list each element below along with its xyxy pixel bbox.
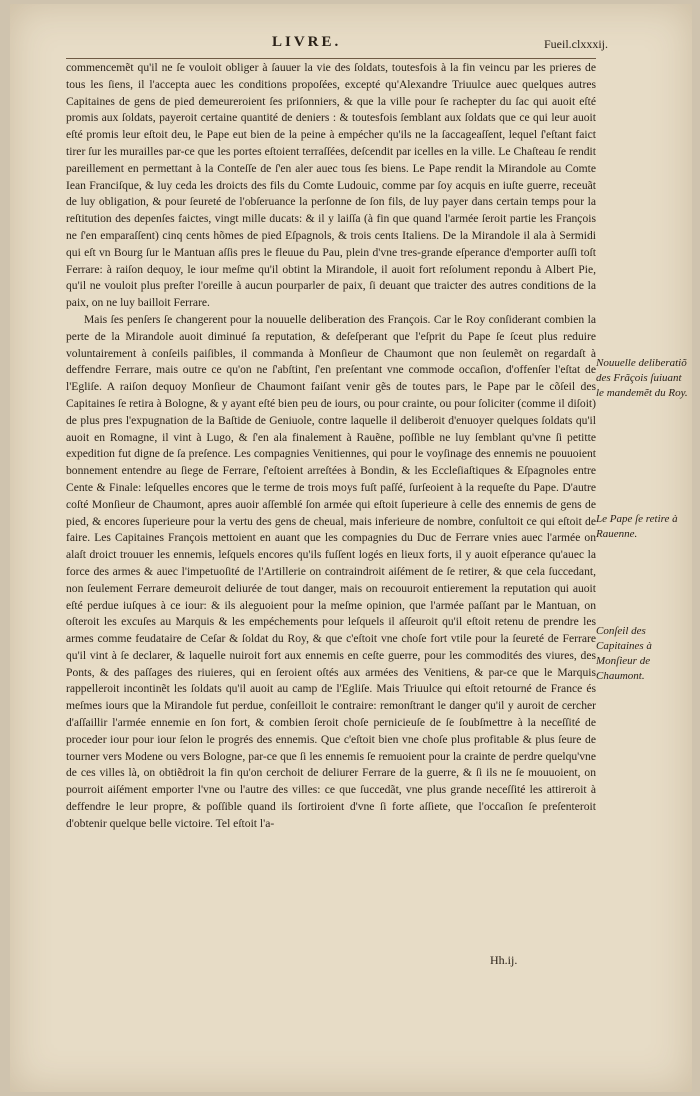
margin-note-council: Conſeil des Capitaines à Monſieur de Chaumont. [596,625,652,682]
body-text [66,60,596,833]
folio-number: Fueil.clxxxij. [544,37,608,51]
paragraph-1: commencemẽt qu'il ne ſe vouloit obliger à ſauuer la vie des ſoldats, toutesfois à la fin veincu par les prieres de tous les ſiens, il l'accepta auec les conditions propoſées, excepté qu'Alexandre Triuulce auec quelques autres Capitaines de gens de pied demeureroient ſes priſonniers, & que la ville pour ſe rachepter du ſac qui auoit eſté promis aux ſoldats, payeroit certaine quantité de deniers : & toutesfois ſemblant aux ſoldats que ce qui leur auoit eſté promis leur eſtoit deu, le Pape eut bien de la peine à empécher qu'ils ne la ſaccageaſſent, lequel ſ'eſtant faict tirer ſur les murailles par-ce que les portes eſtoient terraſſées, deſcendit par icelles en la ville. Le Chaſteau ſe rendit pareillement en permettant à la Conteſſe de ſ'en aler auec tous ſes biens. Le Pape rendit la Mirandole au Comte Iean Franciſque, & luy ceda les droicts des fils du Comte Ludouic, comme par ſoy acquis en iuſte guerre, receuãt de luy obligation, & pour ſeureté de l'obſeruance la perſonne de ſon fils, de luy payer dans certain temps pour la reſtitution des depenſes faictes, vingt mille ducats: & il y laiſſa (à fin que quand l'armée ſeroit partie les François ne ſ'en emparaſſent) cinq cents hõmes de pied Eſpagnols, & trois cents Italiens. De la Mirandole il ala à Sermidi qui eſt vn Bourg ſur le Mantuan aſſis pres le fleuue du Pau, plein d'vne tres-grande eſperance d'emporter auſſi toſt Ferrare: à raiſon dequoy, le iour meſme qu'il obtint la Mirandole, il auoit fort reſolument repondu à Albert Pie, qu'il ne vouloit plus preſter l'oreille à aucun pourparler de paix, ſi deuant que traicter des autres conditions de la paix, on ne luy bailloit Ferrare. [66,61,596,310]
header-rule [66,58,596,59]
margin-note-pope-retires: Le Pape ſe retire à Rauenne. [596,513,678,540]
paragraph-2: Mais ſes penſers ſe changerent pour la nouuelle deliberation des François. Car le Roy conſiderant combien la perte de la Mirandole auoit diminué ſa reputation, & deſeſperant que l'eſprit du Pape ſe ſceut plus reduire voluntairement à conſeils paiſibles, il commanda à Monſieur de Chaumont que non ſeulemẽt on regardaſt à deffendre Ferrare, mais outre ce qu'on ne ſ'abſtint, ſ'en preſentant vne commode occaſion, d'offenſer l'eſtat de l'Egliſe. A raiſon dequoy Monſieur de Chaumont faiſant venir gẽs de toutes pars, le Pape par le cõſeil des Capitaines ſe retira à Bologne, & y ayant eſté bien peu de iours, ou pour crainte, ou pour ſoliciter (comme il diſoit) de plus pres l'expugnation de la Baſtide de Geniuole, contre laquelle il deliberoit d'enuoyer quelques ſoldats qu'il auoit en Romagne, il vint à Lugo, & ſ'en ala finalement à Rauẽne, poſſible ne luy ſemblant qu'vne ſi petitte expedition fut digne de ſa preſence. Les compagnies Venitiennes, qui pour le voyſinage des ennemis ne pouuoient bonnement entendre au ſiege de Ferrare, ſ'eſtoient arreſtées à Bondin, & les Eccleſiaſtiques & Eſpagnoles entre Cente & Finale: leſquelles encores que le terme de trois moys fuſt paſſé, ſurſeoient à la requeſte du Pape. D'autre coſté Monſieur de Chaumont, apres auoir aſſemblé ſon armée qui eſtoit ſuperieure à celle des ennemis de gens de pied, & encores ſuperieure pour la vertu des gens de cheual, mais inferieure de nombre, conſultoit ce qui eſtoit de faire. Les Capitaines François mettoient en auant que les compagnies du Duc de Ferrare vnies auec l'armée on alaſt droict trouuer les ennemis, leſquels encores qu'ils fuſſent logés en lieux forts, il y auoit eſperance qu'auec la force des armes & auec l'impetuoſité de l'Artillerie on contraindroit aiſément de ſe retirer, & que cela ſuccedant, non ſeulement Ferrare demeuroit deliurée de tout danger, mais on recouuroit entierement la reputation qui auoit eſté perdue iuſques à ce iour: & ils aleguoient pour la meſme opinion, que l'armée paſſant par le Mantuan, on oſteroit les excuſes au Marquis & les empéchements pour leſquels il aſſeuroit qu'il eſtoit retenu de prendre les armes comme feudataire de Ceſar & ſoldat du Roy, & que c'eſtoit vne choſe fort vtile pour la ſeureté de Ferrare qu'il vint à ſe declarer, & laquelle nuiroit fort aux ennemis en ceſte guerre, pour les commodités des viures, des Ponts, & des paſſages des riuieres, qui en ſeroient oſtés aux armées des Venitiens, & par-ce que le Marquis rappelleroit incontinẽt les ſoldats qu'il auoit au camp de l'Egliſe. Mais Triuulce qui eſtoit retourné de France és meſmes iours que la Mirandole fut perdue, conſeilloit le contraire: remonſtrant le danger qu'il y auroit de cercher d'aſſaillir l'armée ennemie en ſon fort, & combien ſeroit choſe pernicieuſe de ſe ſoubſmettre à la neceſſité de proceder iour pour iour ſelon le progrés des ennemis. Que c'eſtoit bien vne choſe plus profitable & plus ſeure de tourner vers Modene ou vers Bologne, par-ce que ſi les ennemis ſe remuoient pour la crainte de perdre quelqu'vne de ces villes là, on obtiẽdroit la fin qu'on cerchoit de deliurer Ferrare de la guerre, & ſi ils ne ſe mouuoient, on pourroit aiſément emporter l'vne ou l'autre des villes: ce que ſuccedãt, vne plus grande neceſſité les attireroit à deffendre le leur propre, & poſſible quand ils ſortiroient d'vne ſi forte aſſiete, que l'occaſion ſe preſenteroit d'obtenir quelque belle victoire. Tel eſtoit l'a- [66,312,596,830]
signature-mark: Hh.ij. [490,953,518,967]
margin-note-deliberation: Nouuelle deliberatiõ des Frãçois ſuiuant le mandemẽt du Roy. [596,357,688,399]
book-page [10,4,692,1092]
book-title: LIVRE. [272,34,342,50]
